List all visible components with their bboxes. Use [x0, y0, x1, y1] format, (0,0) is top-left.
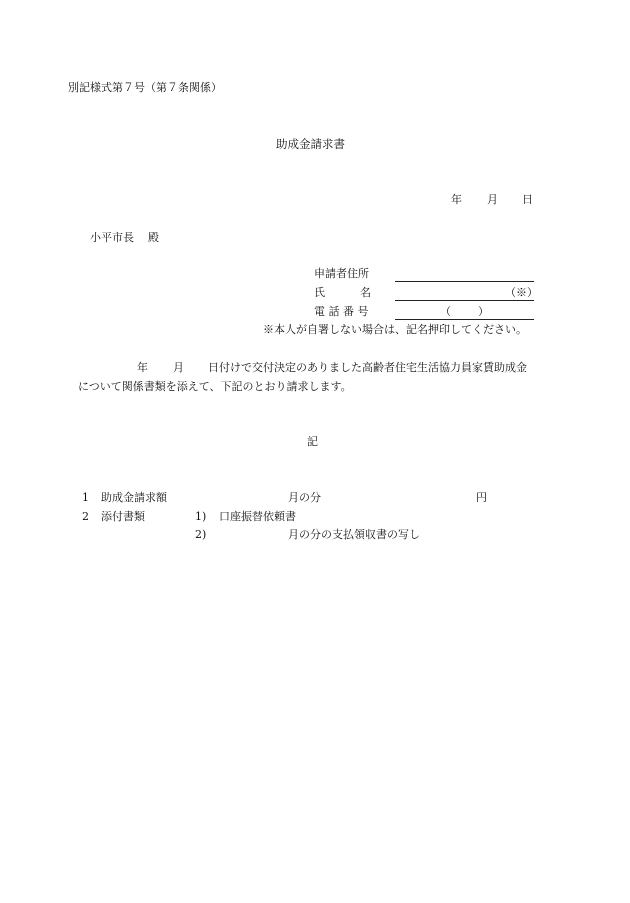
item-yen-label: 円: [476, 491, 487, 504]
item-month-portion: 月の分: [288, 491, 321, 504]
applicant-name-label-2: 名: [360, 286, 371, 299]
addressee-honorific: 殿: [148, 231, 159, 244]
attachment-2-text: 月の分の支払領収書の写し: [288, 528, 420, 541]
applicant-name-label-1: 氏: [314, 286, 325, 299]
seal-mark: （※）: [505, 286, 538, 299]
body-line-2: について関係書類を添えて、下記のとおり請求します。: [78, 380, 352, 393]
attachment-2-number: 2): [195, 528, 207, 541]
applicant-address-field[interactable]: [395, 267, 534, 282]
phone-close-paren: ）: [478, 305, 489, 318]
date-month-label: 月: [487, 193, 498, 206]
applicant-address-label: 申請者住所: [314, 267, 369, 280]
signature-note: ※本人が自署しない場合は、記名押印してください。: [263, 323, 527, 336]
body-year-label: 年: [137, 361, 148, 374]
addressee-name: 小平市長: [90, 231, 134, 244]
body-line-1: 日付けで交付決定のありました高齢者住宅生活協力員家賃助成金: [208, 361, 527, 374]
attachment-1-number: 1): [195, 510, 207, 523]
ki-heading: 記: [307, 435, 318, 448]
phone-open-paren: （: [440, 305, 451, 318]
body-month-label: 月: [173, 361, 184, 374]
item-number: 2: [82, 510, 89, 523]
attachment-1-text: 口座振替依頼書: [219, 510, 296, 523]
form-title: 助成金請求書: [276, 137, 345, 151]
item-label: 助成金請求額: [101, 491, 167, 504]
applicant-phone-label: 電 話 番 号: [314, 305, 369, 318]
item-number: 1: [82, 491, 89, 504]
form-number: 別記様式第７号（第７条関係）: [68, 81, 222, 94]
date-day-label: 日: [522, 193, 533, 206]
item-label: 添付書類: [101, 510, 145, 523]
applicant-phone-field[interactable]: [395, 305, 534, 320]
date-year-label: 年: [451, 193, 462, 206]
